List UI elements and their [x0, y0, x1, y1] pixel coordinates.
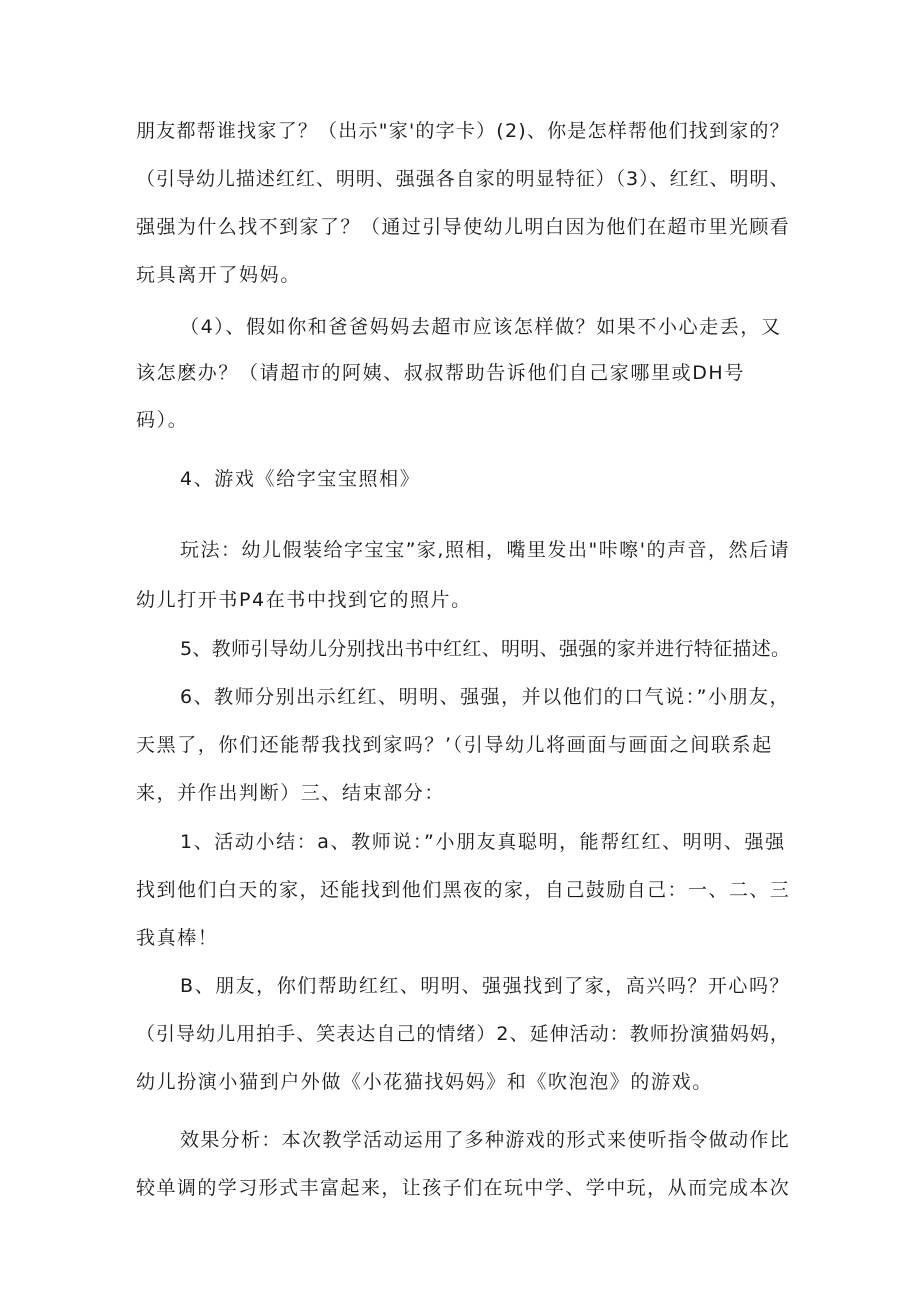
- text-line: B、朋友，你们帮助红红、明明、强强找到了家，高兴吗？开心吗？: [180, 975, 791, 997]
- text-line: 6、教师分别出示红红、明明、强强，并以他们的口气说：”小朋友，: [180, 686, 791, 708]
- text-line: 强强为什么找不到家了？（通过引导使幼儿明白因为他们在超市里光顾看: [136, 216, 791, 238]
- text-line: 我真棒！: [136, 927, 219, 949]
- text-line: 幼儿打开书P4在书中找到它的照片。: [136, 589, 472, 611]
- text-line: （引导幼儿用拍手、笑表达自己的情绪）2、延伸活动：教师扮演猫妈妈，: [136, 1023, 790, 1045]
- text-line: 来，并作出判断）三、结束部分：: [136, 782, 446, 804]
- text-line: （引导幼儿描述红红、明明、强强各自家的明显特征）（3）、红红、明明、: [136, 168, 790, 190]
- text-line: 1、活动小结：a、教师说：”小朋友真聪明，能帮红红、明明、强强: [180, 831, 786, 853]
- text-line: 码）。: [136, 409, 189, 431]
- text-line: 5、教师引导幼儿分别找出书中红红、明明、强强的家并进行特征描述。: [180, 638, 791, 660]
- text-line: 找到他们白天的家，还能找到他们黑夜的家，自己鼓励自己：一、二、三: [136, 879, 791, 901]
- text-line: 玩法：幼儿假装给字宝宝”家,照相，嘴里发出"咔嚓'的声音，然后请: [180, 539, 791, 561]
- section-heading: 4、游戏《给字宝宝照相》: [180, 468, 421, 490]
- text-line: 天黑了，你们还能帮我找到家吗？’（引导幼儿将画面与画面之间联系起: [136, 734, 773, 756]
- text-line: 幼儿扮演小猫到户外做《小花猫找妈妈》和《吹泡泡》的游戏。: [136, 1071, 713, 1093]
- text-line: 朋友都帮谁找家了？（出示"家'的字卡）(2)、你是怎样帮他们找到家的？: [136, 120, 790, 142]
- text-line: 效果分析：本次教学活动运用了多种游戏的形式来使听指令做动作比: [180, 1129, 791, 1151]
- text-line: （4）、假如你和爸爸妈妈去超市应该怎样做？如果不小心走丢，又: [180, 316, 782, 338]
- text-line: 较单调的学习形式丰富起来，让孩子们在玩中学、学中玩，从而完成本次: [136, 1177, 791, 1199]
- text-line: 玩具离开了妈妈。: [136, 264, 301, 286]
- text-line: 该怎麽办？（请超市的阿姨、叔叔帮助告诉他们自己家哪里或DH号: [136, 362, 745, 384]
